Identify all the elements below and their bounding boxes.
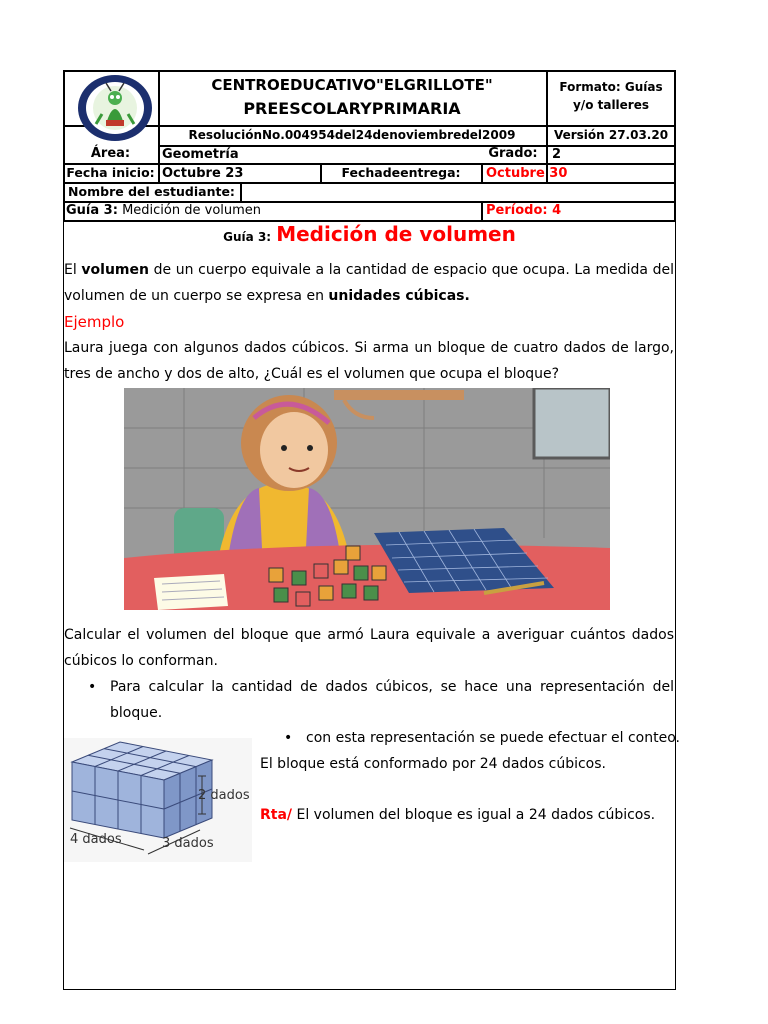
guide-title-row [66,203,261,218]
school-name-line1: CENTROEDUCATIVO"ELGRILLOTE" [211,76,493,94]
cube-block-diagram [64,738,252,862]
student-name-label: Nombre del estudiante: [68,184,235,199]
answer-label: Rta/ [260,807,293,823]
guide-label: Guía 3: [66,203,118,218]
intro-line2: volumen de un cuerpo se expresa en unidades cúbicas. [64,288,470,304]
student-name-field[interactable] [242,184,672,200]
answer-row [260,802,655,828]
answer-text: El volumen del bloque es igual a 24 dados cúbicos. [296,807,656,823]
area-label: Área: [90,146,131,161]
start-date-value: Octubre 23 [162,166,244,181]
calc-line2: cúbicos lo conforman. [64,653,218,669]
example-line1: Laura juega con algunos dados cúbicos. Si arma un bloque de cuatro dados de largo, [64,340,674,356]
grade-value: 2 [552,147,562,162]
bullet1-line1: Para calcular la cantidad de dados cúbicos, se hace una representación del [110,679,674,695]
example-label: Ejemplo [64,313,125,331]
page-title [63,222,676,246]
diagram-width-label: 3 dados [162,836,214,851]
format-line2: y/o talleres [572,98,650,112]
title-prefix: Guía 3: [223,230,272,244]
girl-cubes-illustration [124,388,610,610]
bullet-dot-2: • [284,730,293,746]
due-date-value: Octubre 30 [486,166,568,181]
due-date-label: Fechadeentrega: [341,165,461,180]
area-value: Geometría [162,147,239,162]
title-main: Medición de volumen [276,222,516,246]
block-count-text: El bloque está conformado por 24 dados cúbicos. [260,756,606,772]
bullet1-line2: bloque. [110,705,163,721]
diagram-length-label: 4 dados [70,832,122,847]
example-line2: tres de ancho y dos de alto, ¿Cuál es el volumen que ocupa el bloque? [64,366,560,382]
intro-line1: El volumen de un cuerpo equivale a la cantidad de espacio que ocupa. La medida del [64,262,674,278]
school-name-line2: PREESCOLARYPRIMARIA [243,99,461,118]
start-date-label: Fecha inicio: [66,165,155,180]
diagram-height-label: 2 dados [198,788,250,803]
format-line1: Formato: Guías [559,80,663,94]
period-label: Período: 4 [486,203,562,218]
grade-label: Grado: [488,146,538,161]
version-text: Versión 27.03.20 [553,128,669,142]
bullet2-text: con esta representación se puede efectuar el conteo. [306,730,680,746]
calc-line1: Calcular el volumen del bloque que armó Laura equivale a averiguar cuántos dados [64,627,674,643]
bullet-dot-1: • [88,679,97,695]
school-logo [76,74,154,142]
guide-value: Medición de volumen [122,203,262,218]
resolution-text: ResoluciónNo.004954del24denoviembredel2009 [188,128,516,142]
